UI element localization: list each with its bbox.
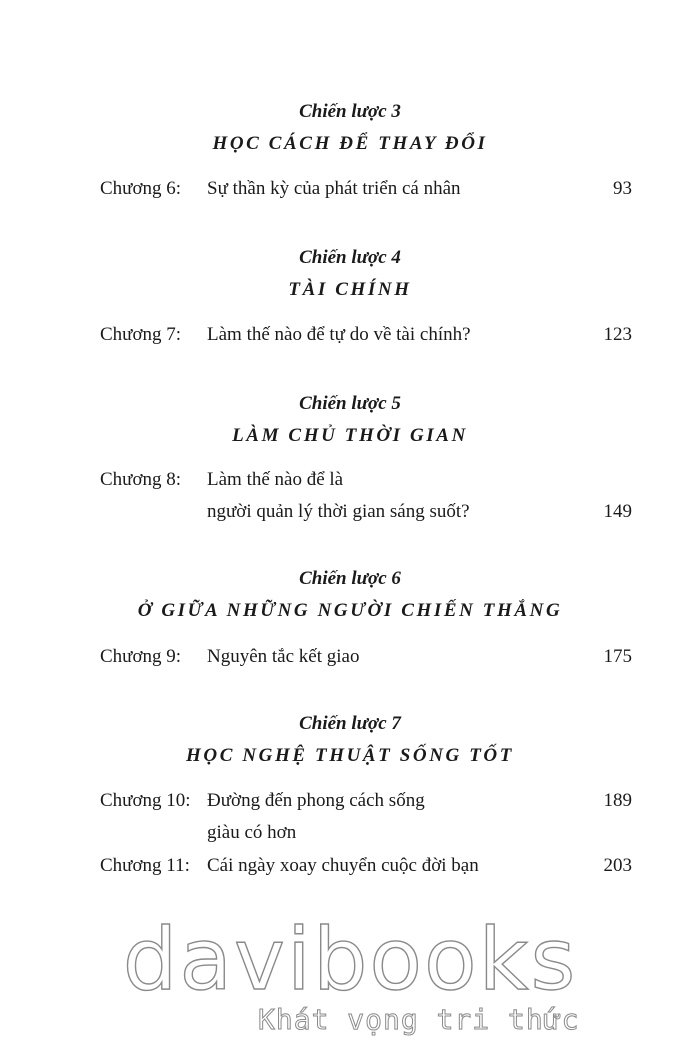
- chapter-title: Nguyên tắc kết giao: [207, 646, 360, 667]
- strategy-title: LÀM CHỦ THỜI GIAN: [232, 425, 468, 446]
- chapter-title-line2: giàu có hơn: [207, 822, 297, 843]
- chapter-number: Chương 8:: [100, 469, 182, 490]
- chapter-title: Làm thế nào để tự do về tài chính?: [207, 324, 471, 345]
- watermark-brand: davibooks: [122, 910, 578, 1010]
- chapter-number: Chương 7:: [100, 324, 182, 345]
- page-number: 189: [603, 790, 632, 811]
- strategy-label: Chiến lược 3: [299, 101, 401, 122]
- strategy-label: Chiến lược 7: [299, 713, 401, 734]
- strategy-heading: [0, 392, 700, 448]
- chapter-number: Chương 11:: [100, 855, 190, 876]
- strategy-title: Ở GIỮA NHỮNG NGƯỜI CHIẾN THẮNG: [137, 600, 563, 621]
- strategy-label: Chiến lược 5: [299, 393, 401, 414]
- strategy-title: HỌC NGHỆ THUẬT SỐNG TỐT: [186, 745, 514, 766]
- chapter-title-line2: người quản lý thời gian sáng suốt?: [207, 501, 470, 522]
- page-number: 93: [613, 178, 632, 199]
- page-number: 203: [603, 855, 632, 876]
- strategy-label: Chiến lược 4: [299, 247, 401, 268]
- chapter-title: Sự thần kỳ của phát triển cá nhân: [207, 178, 461, 199]
- strategy-heading: [0, 100, 700, 156]
- chapter-title: Làm thế nào để là: [207, 469, 344, 490]
- chapter-number: Chương 6:: [100, 178, 182, 199]
- chapter-title: Cái ngày xoay chuyển cuộc đời bạn: [207, 855, 479, 876]
- strategy-label: Chiến lược 6: [299, 568, 401, 589]
- strategy-heading: [0, 246, 700, 302]
- strategy-title: TÀI CHÍNH: [288, 279, 412, 300]
- chapter-number: Chương 9:: [100, 646, 182, 667]
- watermark-tagline: Khát vọng tri thức: [258, 1003, 580, 1036]
- page-number: 175: [603, 646, 632, 667]
- page-number: 149: [603, 501, 632, 522]
- chapter-number: Chương 10:: [100, 790, 191, 811]
- strategy-heading: [0, 712, 700, 768]
- strategy-title: HỌC CÁCH ĐỂ THAY ĐỔI: [212, 133, 488, 154]
- strategy-heading: [0, 567, 700, 623]
- page-number: 123: [603, 324, 632, 345]
- chapter-title: Đường đến phong cách sống: [207, 790, 425, 811]
